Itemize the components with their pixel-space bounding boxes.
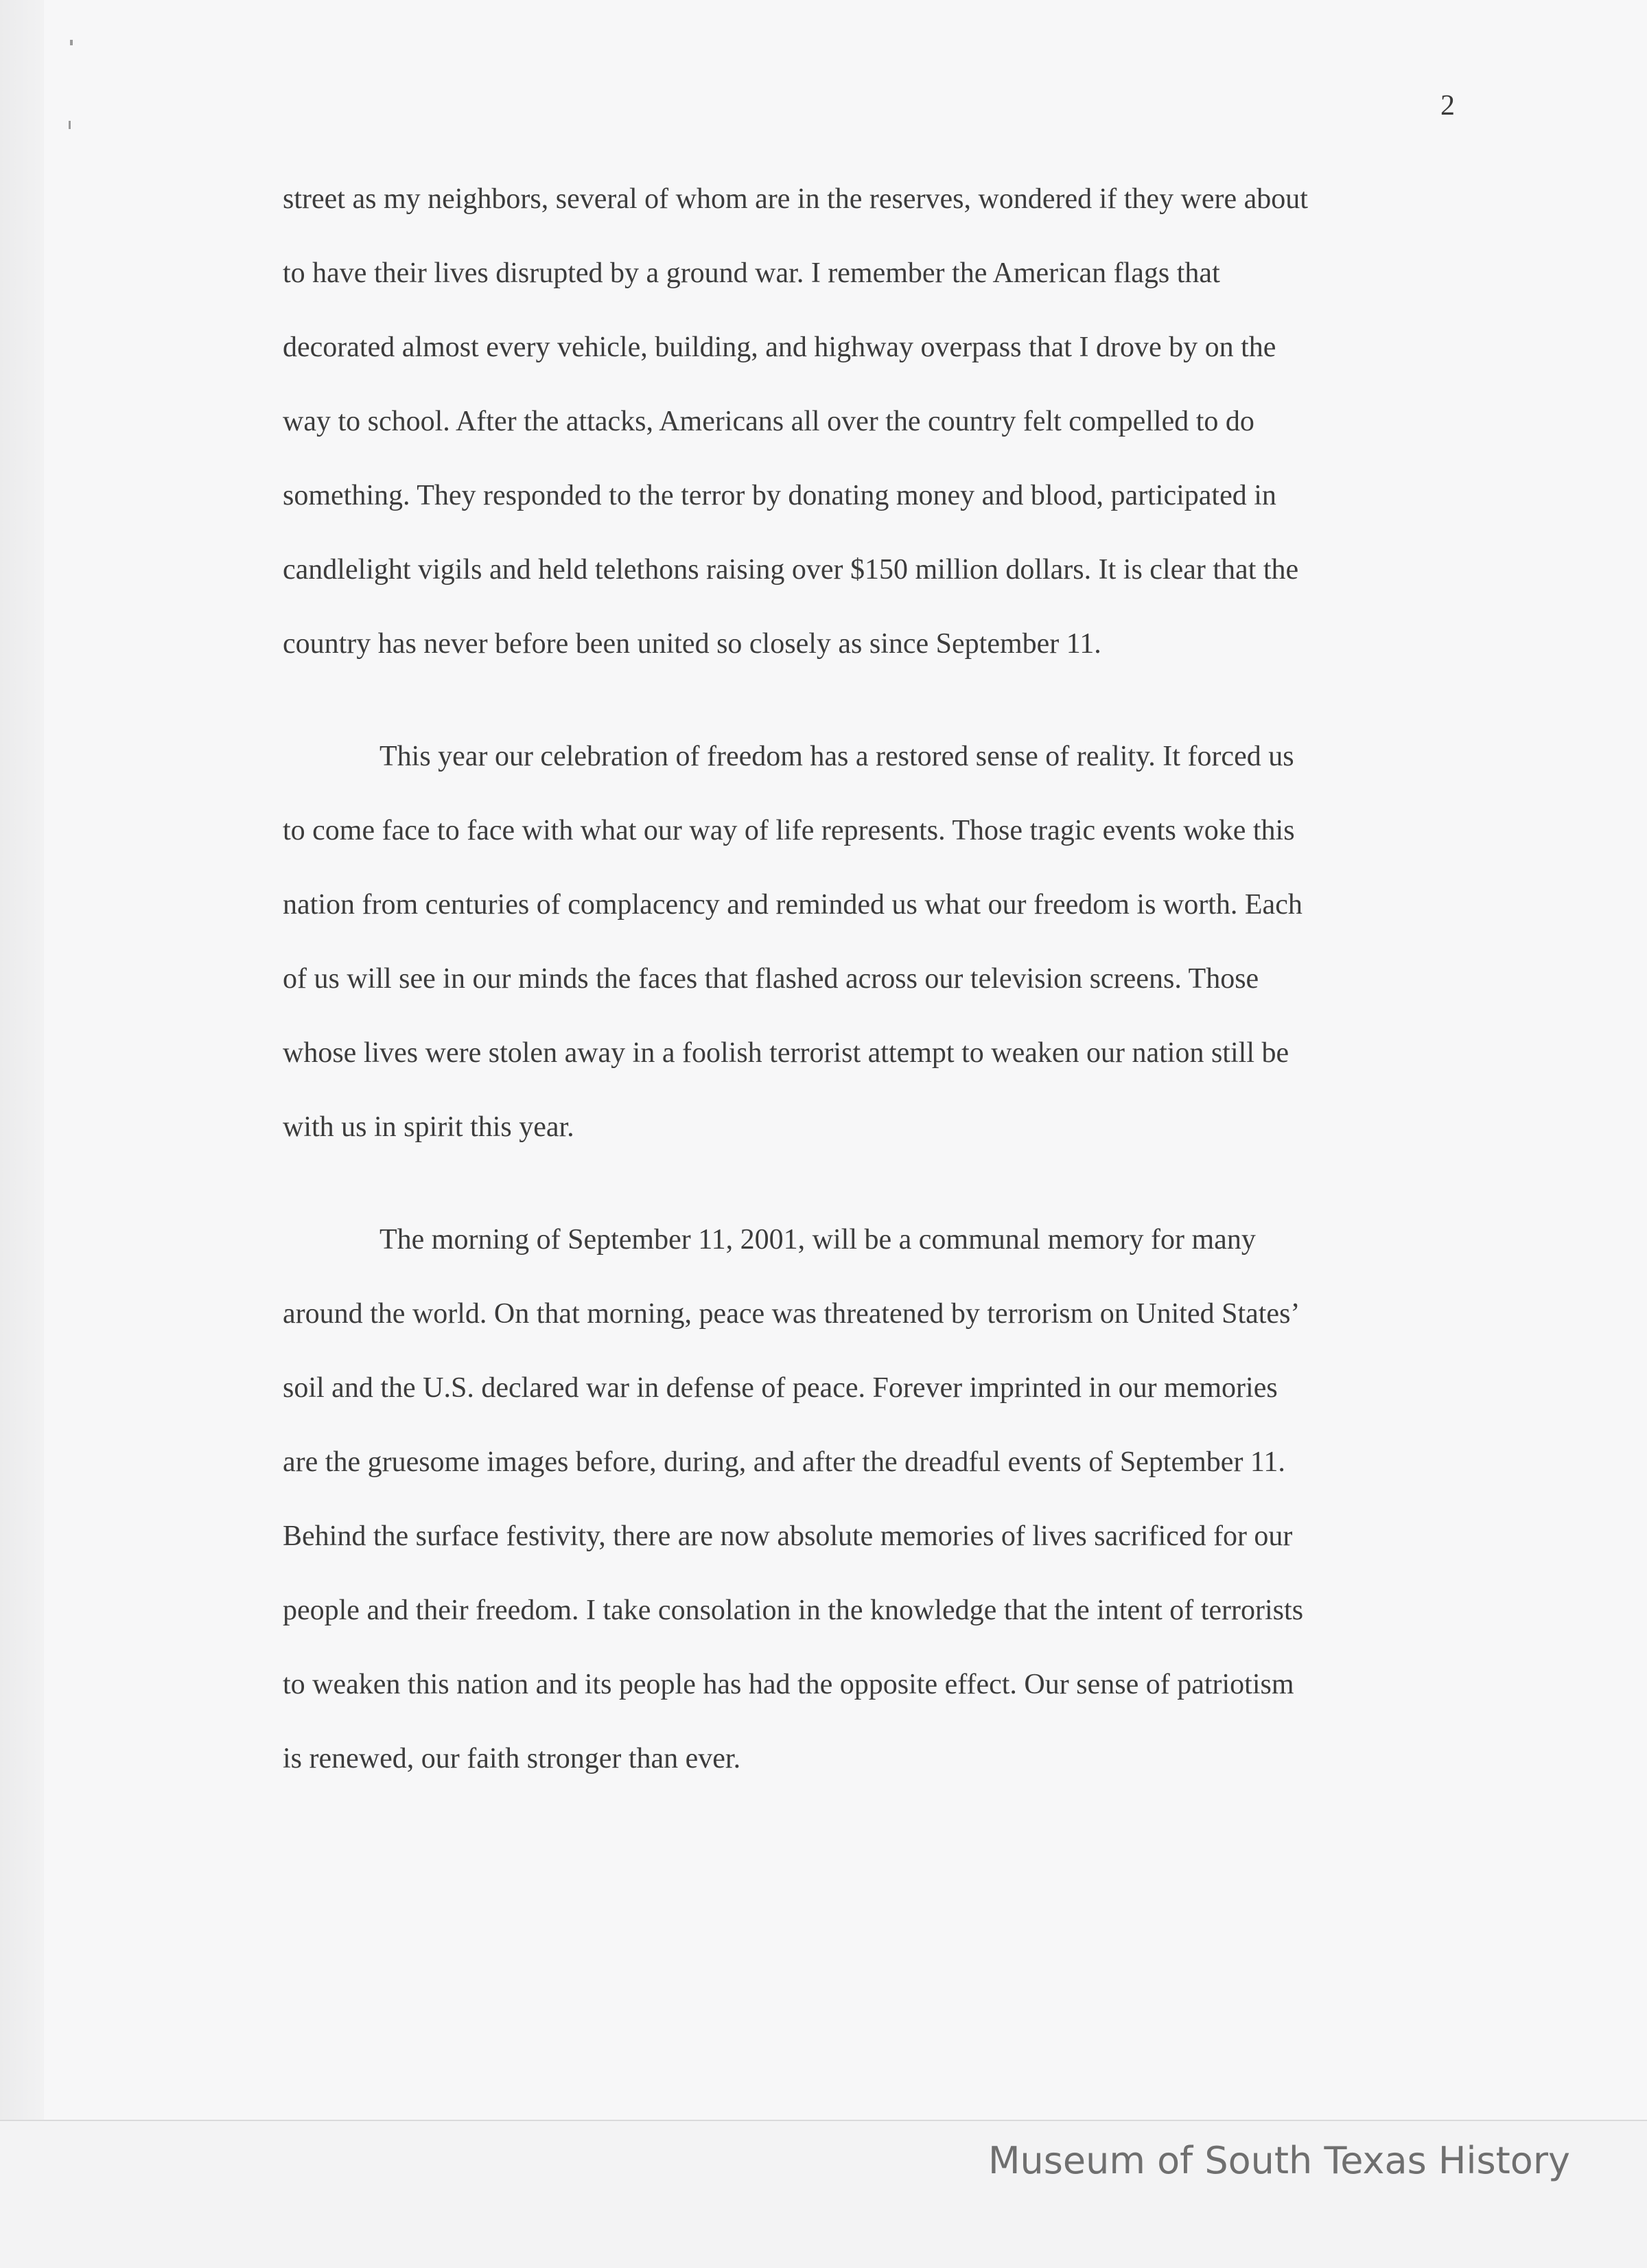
page-number: 2 — [1440, 90, 1455, 121]
text-line: way to school. After the attacks, Americans all over the country felt compelled to do — [283, 406, 1254, 437]
text-line: decorated almost every vehicle, building, and highway overpass that I drove by on the — [283, 332, 1276, 363]
text-line: to weaken this nation and its people has had the opposite effect. Our sense of patriotism — [283, 1669, 1294, 1700]
paragraph-first-line: This year our celebration of freedom has a restored sense of reality. It forced us — [379, 741, 1294, 772]
text-line: nation from centuries of complacency and reminded us what our freedom is worth. Each — [283, 889, 1303, 921]
text-line: of us will see in our minds the faces that flashed across our television screens. Those — [283, 963, 1259, 995]
text-line: around the world. On that morning, peace was threatened by terrorism on United States’ — [283, 1298, 1300, 1330]
text-line: something. They responded to the terror by donating money and blood, participated in — [283, 480, 1276, 511]
text-line: whose lives were stolen away in a foolish terrorist attempt to weaken our nation still be — [283, 1037, 1289, 1069]
scan-speck — [69, 121, 71, 129]
text-line: with us in spirit this year. — [283, 1111, 574, 1143]
text-line: Behind the surface festivity, there are now absolute memories of lives sacrificed for our — [283, 1520, 1293, 1552]
text-line: to come face to face with what our way of life represents. Those tragic events woke this — [283, 815, 1295, 846]
scan-speck — [70, 40, 73, 45]
paragraph-first-line: The morning of September 11, 2001, will be a communal memory for many — [379, 1224, 1256, 1256]
text-line: to have their lives disrupted by a ground war. I remember the American flags that — [283, 257, 1220, 289]
text-line: soil and the U.S. declared war in defense of peace. Forever imprinted in our memories — [283, 1372, 1278, 1404]
page-shadow-edge — [0, 0, 44, 2120]
text-line: are the gruesome images before, during, and after the dreadful events of September 11. — [283, 1446, 1285, 1478]
text-line: street as my neighbors, several of whom are in the reserves, wondered if they were about — [283, 183, 1308, 215]
text-line: country has never before been united so closely as since September 11. — [283, 628, 1101, 660]
museum-credit: Museum of South Texas History — [988, 2139, 1570, 2182]
text-line: candlelight vigils and held telethons raising over $150 million dollars. It is clear that the — [283, 554, 1299, 586]
text-line: people and their freedom. I take consolation in the knowledge that the intent of terrorists — [283, 1595, 1304, 1626]
text-line: is renewed, our faith stronger than ever. — [283, 1743, 741, 1774]
